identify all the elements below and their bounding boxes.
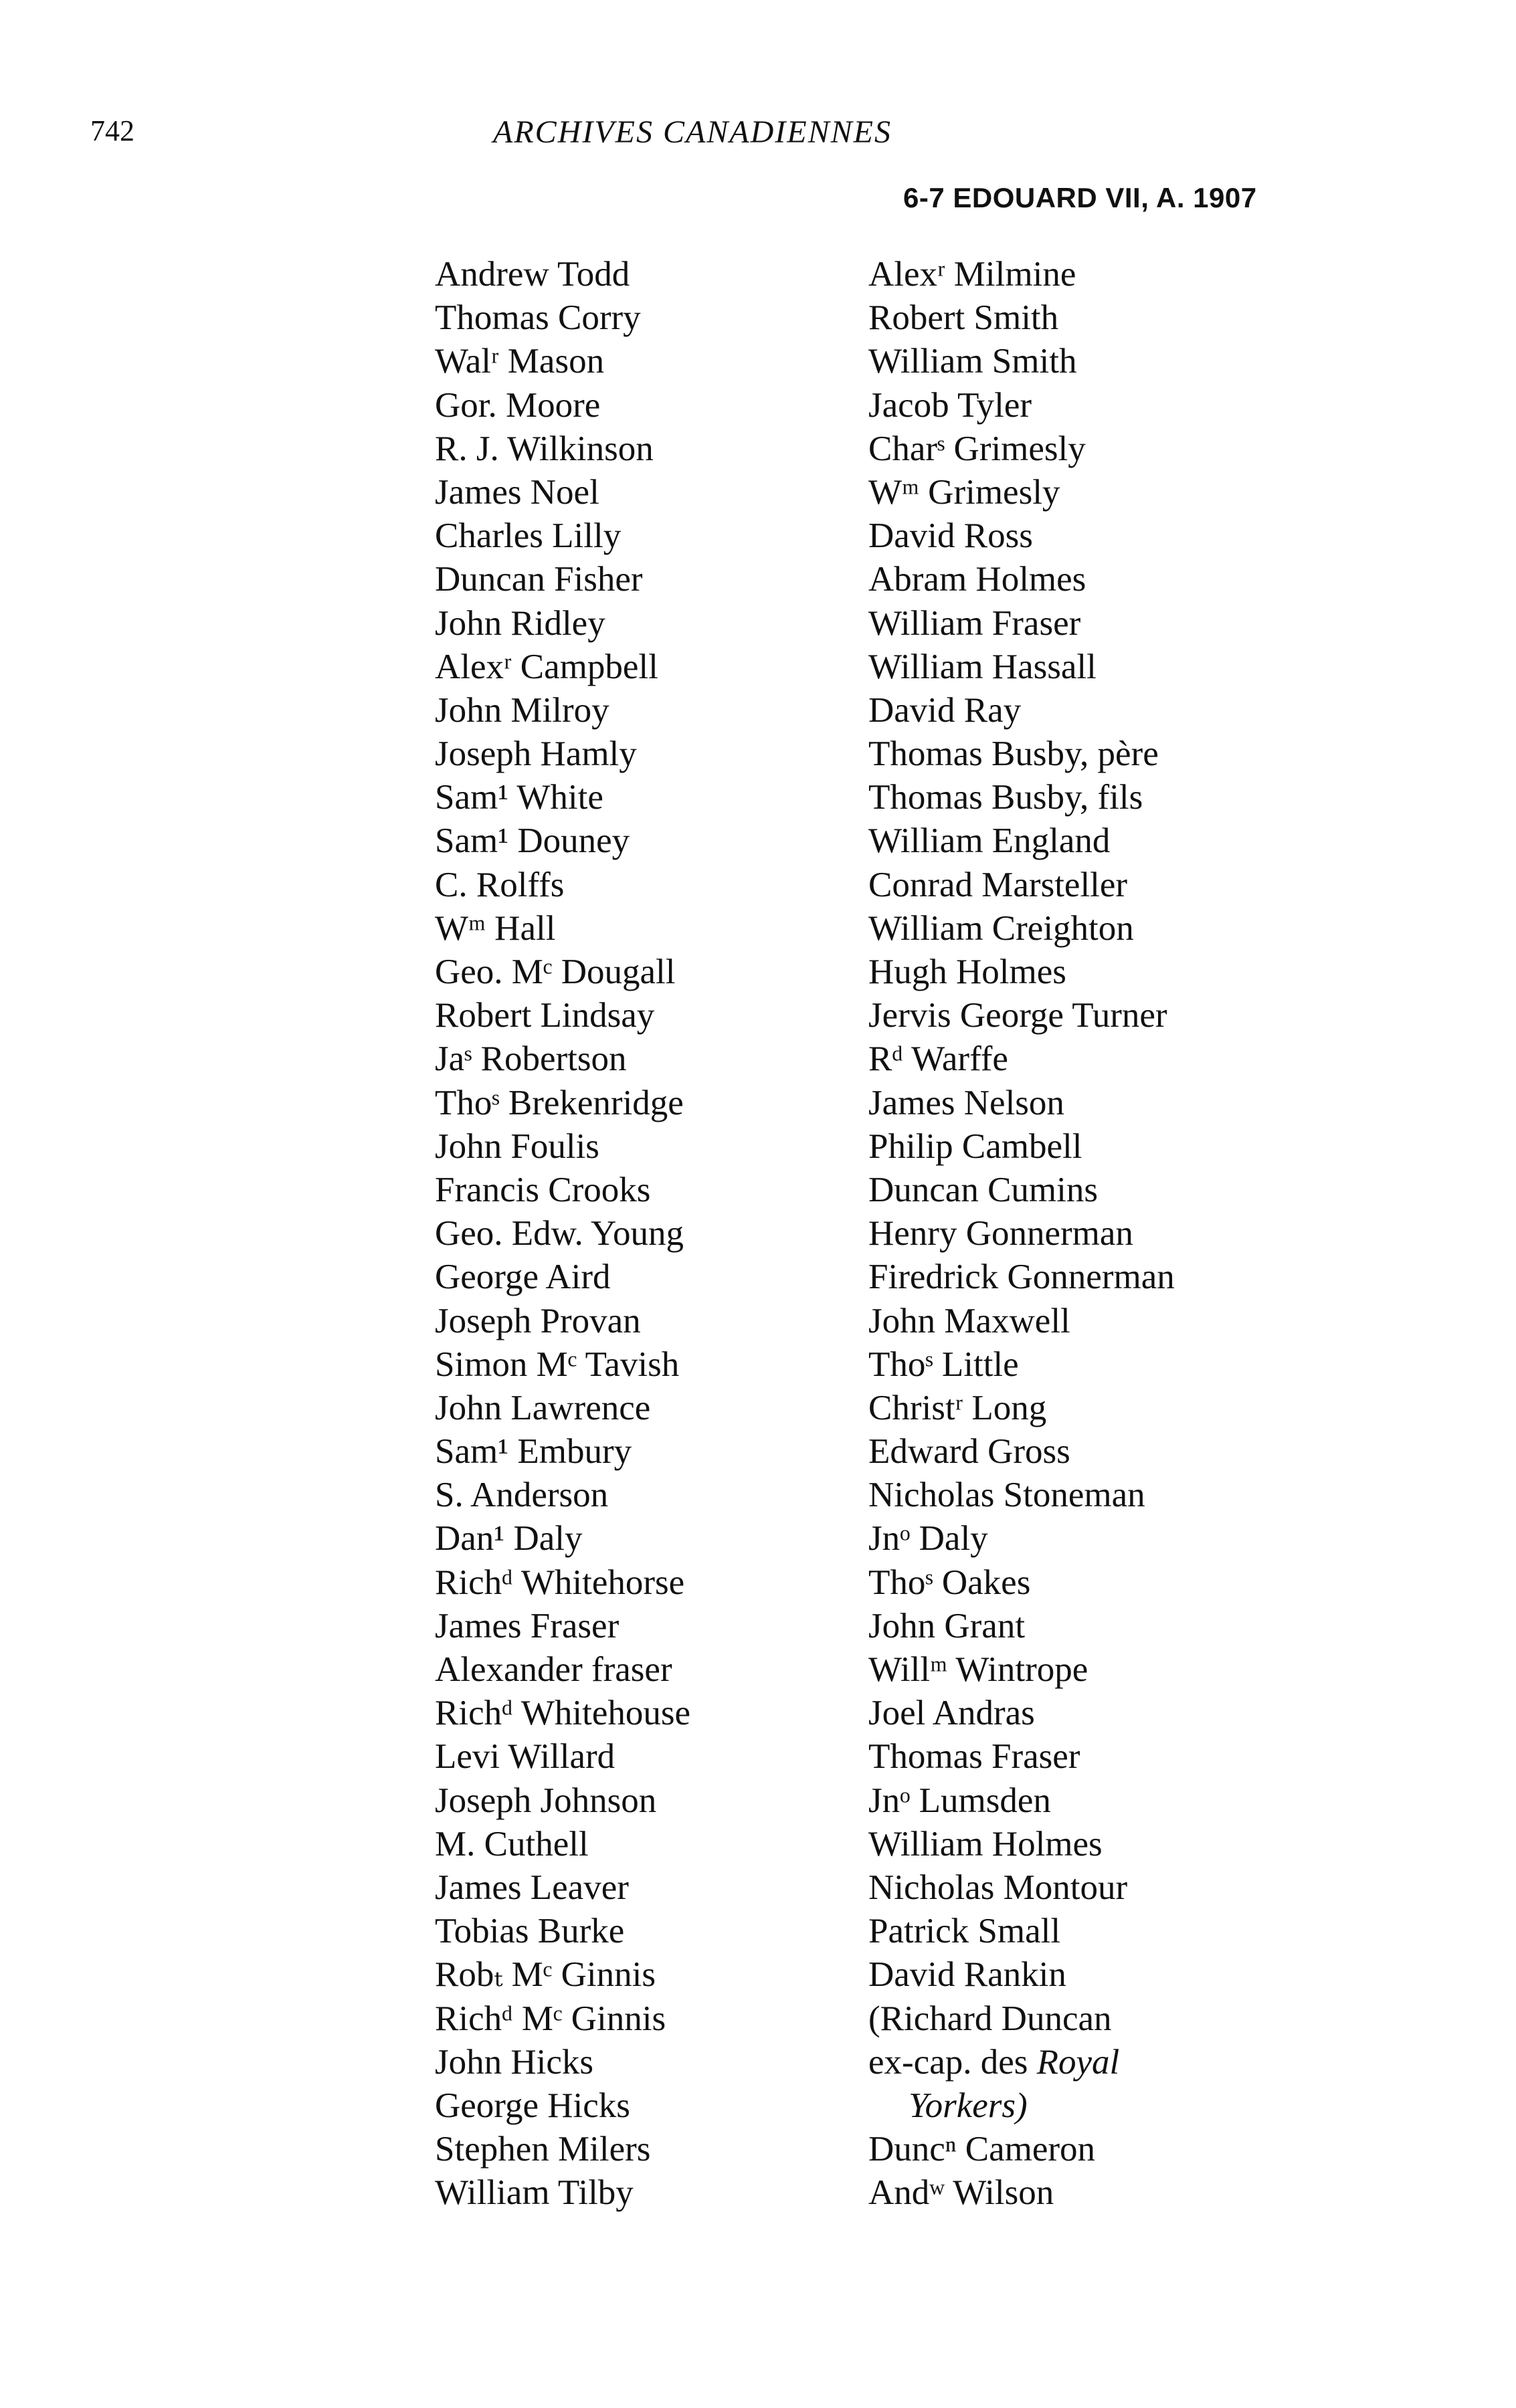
name-entry: David Rankin xyxy=(868,1955,1066,1995)
name-entry: Walʳ Mason xyxy=(435,342,605,381)
name-entry: R. J. Wilkinson xyxy=(435,429,654,468)
name-entry: William Smith xyxy=(868,342,1077,381)
name-entry: Francis Crooks xyxy=(435,1170,651,1209)
name-entry: Jaˢ Robertson xyxy=(435,1039,627,1079)
name-entry: Robₜ Mᶜ Ginnis xyxy=(435,1955,656,1995)
note-regiment: Royal xyxy=(1036,2042,1120,2082)
note-text: ex-cap. des xyxy=(868,2042,1037,2082)
name-entry: James Fraser xyxy=(435,1606,620,1645)
name-entry: Jnᵒ Lumsden xyxy=(868,1781,1051,1820)
name-entry: John Milroy xyxy=(435,690,609,730)
name-entry: Conrad Marsteller xyxy=(868,865,1128,904)
name-entry: Nicholas Stoneman xyxy=(868,1476,1145,1515)
name-entry: Jervis George Turner xyxy=(868,996,1167,1035)
name-entry: Thomas Corry xyxy=(435,298,641,338)
name-entry: Alexʳ Campbell xyxy=(435,647,658,686)
name-entry: Patrick Small xyxy=(868,1912,1061,1951)
name-entry: Robert Smith xyxy=(868,298,1059,338)
name-entry: Rᵈ Warffe xyxy=(868,1039,1008,1079)
page-number: 742 xyxy=(90,114,134,147)
name-entry: Jnᵒ Daly xyxy=(868,1519,988,1559)
name-entry: Joseph Hamly xyxy=(435,734,637,774)
name-entry: David Ross xyxy=(868,516,1033,556)
name-entry: David Ray xyxy=(868,690,1022,730)
name-entry: S. Anderson xyxy=(435,1476,609,1515)
name-entry: Edward Gross xyxy=(868,1432,1070,1472)
session-header: 6-7 EDOUARD VII, A. 1907 xyxy=(903,182,1257,213)
name-entry: Robert Lindsay xyxy=(435,996,655,1035)
running-title: ARCHIVES CANADIENNES xyxy=(493,114,892,150)
name-entry: Geo. Edw. Young xyxy=(435,1214,684,1253)
name-entry: Duncan Cumins xyxy=(868,1170,1098,1209)
name-entry: Andrew Todd xyxy=(435,255,630,294)
name-entry: Alexʳ Milmine xyxy=(868,255,1076,294)
name-entry: Thoˢ Oakes xyxy=(868,1563,1031,1602)
name-entry: John Hicks xyxy=(435,2042,594,2082)
name-entry: Thomas Fraser xyxy=(868,1737,1080,1777)
name-entry: Joel Andras xyxy=(868,1694,1035,1733)
name-entry: James Nelson xyxy=(868,1083,1064,1122)
name-entry: John Lawrence xyxy=(435,1388,651,1427)
name-entry: Andʷ Wilson xyxy=(868,2173,1054,2213)
name-entry: M. Cuthell xyxy=(435,1824,589,1864)
name-entry: Nicholas Montour xyxy=(868,1868,1128,1907)
name-entry: Christʳ Long xyxy=(868,1388,1047,1427)
name-entry: Levi Willard xyxy=(435,1737,615,1777)
name-entry: Willᵐ Wintrope xyxy=(868,1650,1088,1689)
name-entry: Charˢ Grimesly xyxy=(868,429,1086,468)
note-line xyxy=(868,2041,1175,2084)
name-entry: Duncⁿ Cameron xyxy=(868,2130,1096,2169)
name-entry: Thoˢ Little xyxy=(868,1344,1019,1384)
name-entry: Wᵐ Grimesly xyxy=(868,472,1060,512)
name-entry: Tobias Burke xyxy=(435,1912,625,1951)
note-line: (Richard Duncan xyxy=(868,1999,1112,2038)
name-entry: Henry Gonnerman xyxy=(868,1214,1133,1253)
name-entry: Thomas Busby, père xyxy=(868,734,1159,774)
name-entry: John Maxwell xyxy=(868,1301,1070,1340)
name-entry: Joseph Johnson xyxy=(435,1781,657,1820)
name-entry: Gor. Moore xyxy=(435,385,601,425)
name-entry: William England xyxy=(868,821,1111,861)
name-entry: Hugh Holmes xyxy=(868,952,1066,991)
name-entry: Stephen Milers xyxy=(435,2130,651,2169)
note-line: Yorkers) xyxy=(909,2086,1028,2125)
name-entry: Richᵈ Whitehouse xyxy=(435,1694,691,1733)
right-name-column xyxy=(868,253,1175,2215)
name-entry: George Hicks xyxy=(435,2086,630,2125)
name-entry: William Fraser xyxy=(868,603,1081,643)
name-entry: Thoˢ Brekenridge xyxy=(435,1083,684,1122)
name-entry: Sam¹ White xyxy=(435,778,603,817)
name-entry: William Creighton xyxy=(868,908,1134,948)
name-entry: Abram Holmes xyxy=(868,560,1086,599)
name-entry: John Ridley xyxy=(435,603,605,643)
name-entry: Philip Cambell xyxy=(868,1126,1082,1166)
name-entry: William Holmes xyxy=(868,1824,1103,1864)
name-entry: John Foulis xyxy=(435,1126,599,1166)
name-entry: George Aird xyxy=(435,1258,611,1297)
name-entry: William Hassall xyxy=(868,647,1097,686)
name-entry: Sam¹ Douney xyxy=(435,821,630,861)
name-entry: Dan¹ Daly xyxy=(435,1519,583,1559)
name-entry: Alexander fraser xyxy=(435,1650,672,1689)
name-entry: John Grant xyxy=(868,1606,1026,1645)
name-entry: Jacob Tyler xyxy=(868,385,1032,425)
name-entry: Thomas Busby, fils xyxy=(868,778,1143,817)
name-entry: Geo. Mᶜ Dougall xyxy=(435,952,676,991)
name-entry: William Tilby xyxy=(435,2173,634,2213)
name-entry: Charles Lilly xyxy=(435,516,622,556)
name-entry: Joseph Provan xyxy=(435,1301,641,1340)
name-entry: James Leaver xyxy=(435,1868,629,1907)
name-entry: Wᵐ Hall xyxy=(435,908,556,948)
name-entry: James Noel xyxy=(435,472,599,512)
name-entry: Duncan Fisher xyxy=(435,560,643,599)
name-entry: Simon Mᶜ Tavish xyxy=(435,1344,680,1384)
name-entry: Richᵈ Mᶜ Ginnis xyxy=(435,1999,666,2038)
name-entry: Sam¹ Embury xyxy=(435,1432,632,1472)
name-entry: Firedrick Gonnerman xyxy=(868,1258,1175,1297)
left-name-column xyxy=(435,253,690,2215)
name-entry: Richᵈ Whitehorse xyxy=(435,1563,685,1602)
name-entry: C. Rolffs xyxy=(435,865,565,904)
